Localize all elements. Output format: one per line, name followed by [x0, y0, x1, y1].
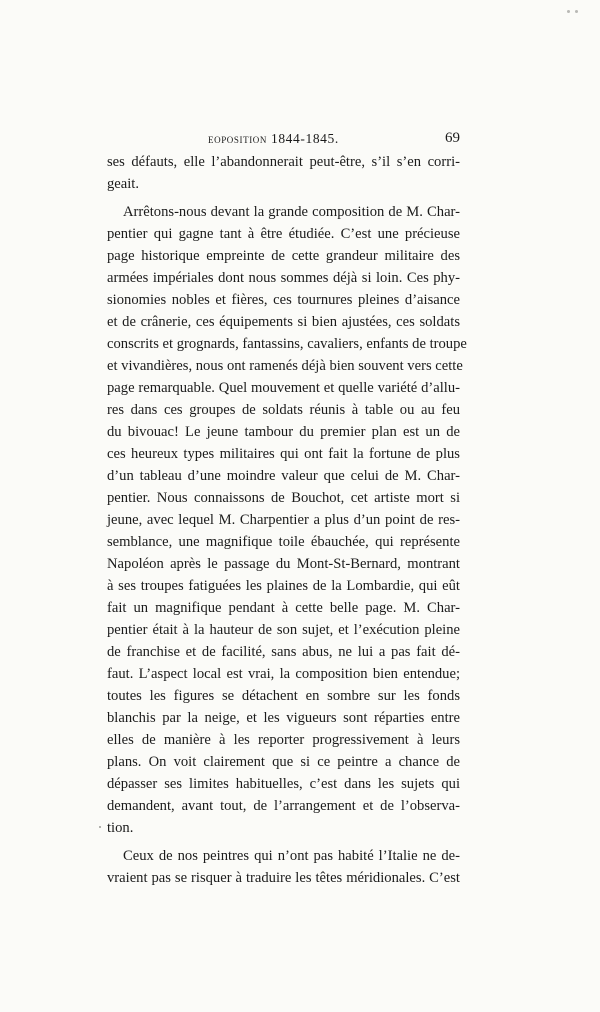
- paper-speck: [99, 826, 101, 828]
- body-text: [107, 151, 467, 889]
- paragraph: [107, 151, 460, 195]
- text-line: page historique empreinte de cette grandeur militaire des: [107, 248, 460, 264]
- text-line: res dans ces groupes de soldats réunis à table ou au feu: [107, 402, 460, 418]
- text-line: elles de manière à les reporter progressivement à leurs: [107, 732, 460, 748]
- text-line: faut. L’aspect local est vrai, la composition bien entendue;: [107, 666, 460, 682]
- text-line: plans. On voit clairement que si ce peintre a chance de: [107, 754, 460, 770]
- text-line: fait un magnifique pendant à cette belle page. M. Char-: [107, 600, 460, 616]
- text-line: blanchis par la neige, et les vigueurs sont réparties entre: [107, 710, 460, 726]
- text-line: demandent, avant tout, de l’arrangement et de l’observa-: [107, 798, 460, 814]
- running-head: [108, 131, 460, 151]
- text-line: toutes les figures se détachent en sombre sur les fonds: [107, 688, 460, 704]
- text-line: page remarquable. Quel mouvement et quelle variété d’allu-: [107, 380, 460, 396]
- text-line: pentier qui gagne tant à être étudiée. C’est une précieuse: [107, 226, 460, 242]
- text-line: ces heureux types militaires qui ont fait la fortune de plus: [107, 446, 460, 462]
- text-line: sionomies nobles et fières, ces tournures pleines d’aisance: [107, 292, 460, 308]
- text-line: et vivandières, nous ont ramenés déjà bien souvent vers cette: [107, 358, 463, 374]
- text-line: à ses troupes fatiguées les plaines de la Lombardie, qui eût: [107, 578, 460, 594]
- paragraph: [107, 201, 467, 839]
- text-line: vraient pas se risquer à traduire les têtes méridionales. C’est: [107, 870, 460, 886]
- text-line: et de crânerie, ces équipements si bien ajustées, ces soldats: [107, 314, 460, 330]
- page-edge-mark: [562, 0, 586, 6]
- text-line: pentier. Nous connaissons de Bouchot, cet artiste mort si: [107, 490, 460, 506]
- text-line: Napoléon après le passage du Mont-St-Bernard, montrant: [107, 556, 460, 572]
- text-line: jeune, avec lequel M. Charpentier a plus d’un point de res-: [107, 512, 460, 528]
- text-line: armées impériales dont nous sommes déjà si loin. Ces phy-: [107, 270, 460, 286]
- page-number: 69: [445, 130, 460, 146]
- text-line: dépasser ses limites habituelles, c’est dans les sujets qui: [107, 776, 460, 792]
- text-line: d’un tableau d’une moindre valeur que celui de M. Char-: [107, 468, 460, 484]
- text-line: semblance, une magnifique toile ébauchée, qui représente: [107, 534, 460, 550]
- text-line: tion.: [107, 820, 134, 836]
- text-line: conscrits et grognards, fantassins, cavaliers, enfants de troupe: [107, 336, 467, 352]
- text-line: de franchise et de facilité, sans abus, ne lui a pas fait dé-: [107, 644, 460, 660]
- text-line: Arrêtons-nous devant la grande composition de M. Char-: [123, 204, 460, 220]
- paragraph: [107, 845, 460, 889]
- text-line: ses défauts, elle l’abandonnerait peut-être, s’il s’en corri-: [107, 154, 460, 170]
- text-line: geait.: [107, 176, 140, 192]
- text-line: du bivouac! Le jeune tambour du premier plan est un de: [107, 424, 460, 440]
- text-line: Ceux de nos peintres qui n’ont pas habité l’Italie ne de-: [123, 848, 460, 864]
- text-line: pentier était à la hauteur de son sujet, et l’exécution pleine: [107, 622, 460, 638]
- running-title: eoposition 1844-1845.: [208, 131, 339, 146]
